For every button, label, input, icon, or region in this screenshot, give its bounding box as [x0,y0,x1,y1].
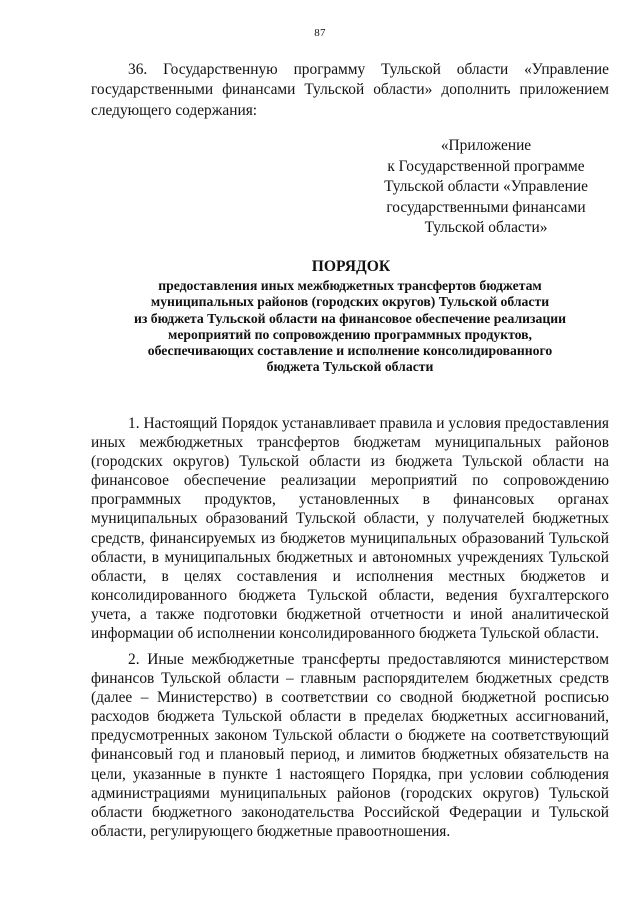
appendix-note-line: к Государственной программе [387,157,585,175]
appendix-note-line: «Приложение [440,137,532,154]
page-number: 87 [314,27,326,39]
appendix-note-line: Тульской области «Управление [384,178,588,195]
intro-paragraph: 36. Государственную программу Тульской области «Управление государственными финансами Тульской области» дополнить приложением следующего содержания: [91,61,609,119]
subtitle-line: предоставления иных межбюджетных трансфертов бюджетам [158,278,542,293]
subtitle-line: обеспечивающих составление и исполнение консолидированного [147,343,553,359]
clause-1: 1. Настоящий Порядок устанавливает правила и условия предоставления иных межбюджетных трансфертов бюджетам муниципальных районов (городских округов) Тульской области из бюджета Тульской области на финансовое обеспечение реализации мероприятий по сопровождению программных продуктов, установленных в финансовых органах муниципальных образований Тульской области, у получателей бюджетных средств, финансируемых из бюджетов муниципальных образований Тульской области, в муниципальных бюджетных и автономных учреждениях Тульской области, в целях составления и исполнения местных бюджетов и консолидированного бюджета Тульской области, ведения бухгалтерского учета, а также подготовки бюджетной отчетности и иной аналитической информации об исполнении консолидированного бюджета Тульской области. [91,415,609,643]
subtitle-line: мероприятий по сопровождению программных продуктов, [168,326,532,342]
appendix-note [364,136,608,239]
subtitle-line: муниципальных районов (городских округов) Тульской области [150,294,550,310]
document-title: ПОРЯДОК [311,258,391,275]
appendix-note-line: государственными финансами [386,198,586,216]
appendix-note-line: Тульской области» [424,219,548,236]
document-subtitle [91,278,609,376]
clause-2: 2. Иные межбюджетные трансферты предоставляются министерством финансов Тульской области – главным распорядителем бюджетных средств (далее – Министерство) в соответствии со сводной бюджетной росписью расходов бюджета Тульской области в пределах бюджетных ассигнований, предусмотренных законом Тульской области о бюджете на соответствующий финансовый год и плановый период, и лимитов бюджетных обязательств на цели, указанные в пункте 1 настоящего Порядка, при условии соблюдения администрациями муниципальных районов (городских округов) Тульской области бюджетного законодательства Российской Федерации и Тульской области, регулирующего бюджетные правоотношения. [91,651,609,840]
subtitle-line: бюджета Тульской области [266,359,434,375]
subtitle-line: из бюджета Тульской области на финансовое обеспечение реализации [133,310,567,326]
